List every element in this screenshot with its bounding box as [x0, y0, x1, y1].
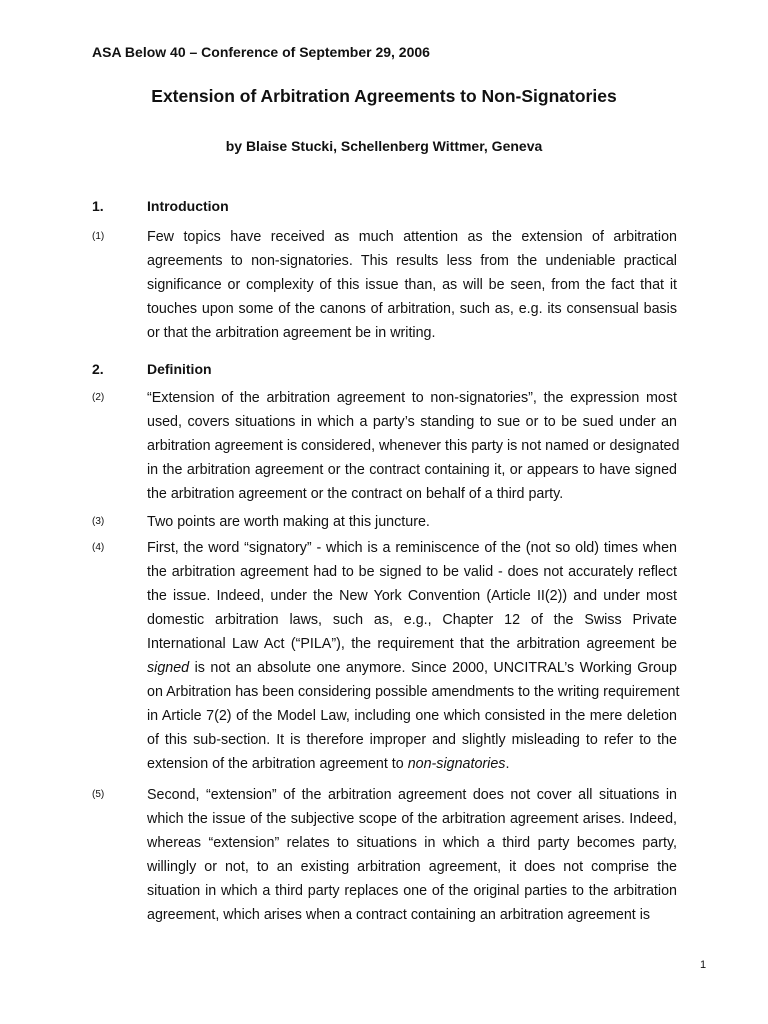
- text-line: significance or complexity of this issue than, as will be seen, from the fact that it: [147, 277, 677, 293]
- text-line: of this sub-section. It is therefore improper and slightly misleading to refer to the: [147, 732, 677, 748]
- text-line: the issue. Indeed, under the New York Convention (Article II(2)) and under most: [147, 588, 677, 604]
- paragraph-text: [147, 536, 680, 776]
- text-line: touches upon some of the canons of arbitration, such as, e.g. its consensual basis: [147, 301, 677, 317]
- text-line: “Extension of the arbitration agreement to non-signatories”, the expression most: [147, 390, 677, 406]
- paragraph-text: [147, 510, 677, 534]
- paragraph-text: [147, 225, 677, 345]
- section-number: 1.: [92, 198, 104, 214]
- text-line: domestic arbitration laws, such as, e.g., Chapter 12 of the Swiss Private: [147, 612, 677, 628]
- text-line: used, covers situations in which a party’s standing to sue or to be sued under an: [147, 414, 677, 430]
- text-line: arbitration agreement is considered, whenever this party is not named or designated: [147, 438, 680, 454]
- text-segment: .: [505, 756, 510, 772]
- paragraph-number: (1): [92, 231, 105, 242]
- text-line: International Law Act (“PILA”), the requirement that the arbitration agreement be: [147, 636, 677, 652]
- text-line: [147, 656, 677, 680]
- text-line: situation in which a third party replaces one of the original parties to the arbitration: [147, 883, 677, 899]
- italic-text: non-signatories: [407, 756, 506, 772]
- text-segment: is not an absolute one anymore. Since 2000, UNCITRAL’s Working Group: [189, 660, 677, 676]
- text-line: First, the word “signatory” - which is a reminiscence of the (not so old) times when: [147, 540, 677, 556]
- italic-text: signed: [147, 660, 190, 676]
- section-title: Definition: [147, 361, 212, 377]
- text-line: willingly or not, to an existing arbitration agreement, it does not comprise the: [147, 859, 677, 875]
- document-title: Extension of Arbitration Agreements to Non-Signatories: [151, 86, 617, 106]
- section-heading-definition: [92, 361, 212, 377]
- text-segment: extension of the arbitration agreement to: [147, 756, 408, 772]
- text-line: whereas “extension” relates to situations in which a third party becomes party,: [147, 835, 677, 851]
- paragraph-text: [147, 386, 680, 506]
- section-number: 2.: [92, 361, 104, 377]
- text-line: [147, 752, 677, 776]
- text-line: the arbitration agreement or the contract on behalf of a third party.: [147, 486, 564, 502]
- text-line: Few topics have received as much attention as the extension of arbitration: [147, 229, 677, 245]
- text-line: the arbitration agreement had to be signed to be valid - does not accurately reflect: [147, 564, 677, 580]
- text-line: which the issue of the subjective scope of the arbitration agreement arises. Indeed,: [147, 811, 677, 827]
- author-byline: by Blaise Stucki, Schellenberg Wittmer, Geneva: [225, 138, 543, 154]
- running-header: ASA Below 40 – Conference of September 29, 2006: [92, 44, 430, 60]
- text-line: in Article 7(2) of the Model Law, including one which consisted in the mere deletion: [147, 708, 677, 724]
- paragraph-number: (5): [92, 789, 105, 800]
- text-line: or that the arbitration agreement be in writing.: [147, 325, 436, 341]
- paragraph-number: (2): [92, 392, 105, 403]
- section-title: Introduction: [147, 198, 229, 214]
- text-line: Two points are worth making at this juncture.: [147, 514, 430, 530]
- text-line: Second, “extension” of the arbitration agreement does not cover all situations in: [147, 787, 677, 803]
- section-heading-introduction: [92, 198, 229, 214]
- text-line: in the arbitration agreement or the contract containing it, or appears to have signed: [147, 462, 677, 478]
- paragraph-number: (4): [92, 542, 105, 553]
- paragraph-number: (3): [92, 516, 105, 527]
- text-line: on Arbitration has been considering possible amendments to the writing requirement: [147, 684, 680, 700]
- page-number: 1: [700, 959, 707, 971]
- paragraph-text: [147, 783, 677, 927]
- text-line: agreements to non-signatories. This results less from the undeniable practical: [147, 253, 677, 269]
- text-line: agreement, which arises when a contract containing an arbitration agreement is: [147, 907, 651, 923]
